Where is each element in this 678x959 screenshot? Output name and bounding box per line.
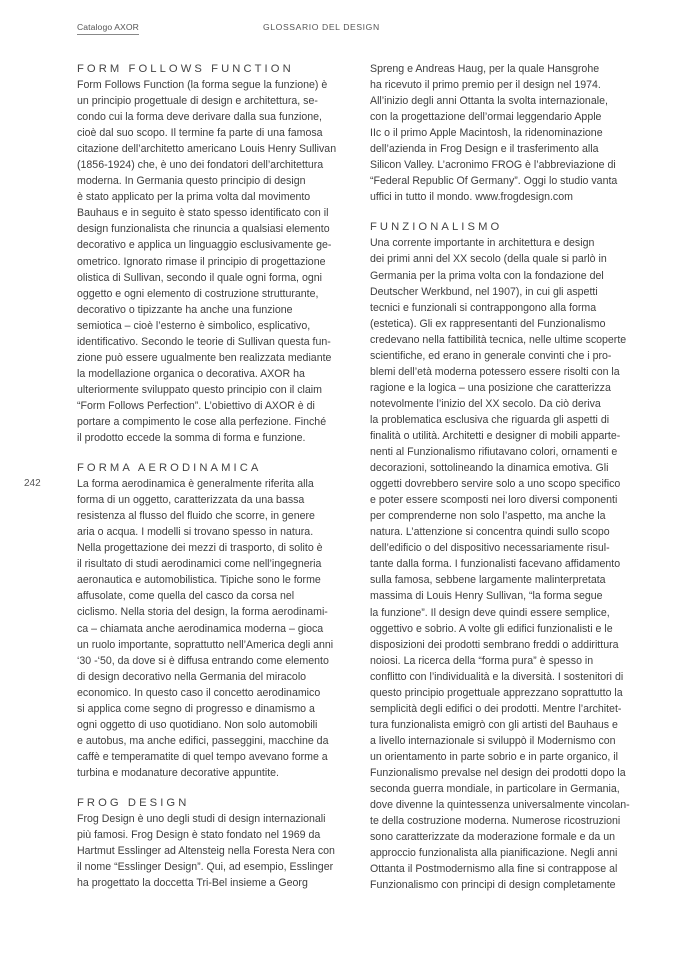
glossary-entry	[77, 795, 367, 891]
text-line: ‘30 -‘50, da dove si è diffusa entrando come elemento	[77, 654, 329, 667]
running-header	[77, 22, 638, 38]
text-line: credevano nella fattibilità tecnica, nelle ultime scoperte	[370, 333, 627, 346]
text-line: a livello internazionale si sviluppò il Modernismo con	[370, 734, 616, 747]
glossary-entry	[370, 61, 662, 205]
text-line: decorativo o tipizzante ha anche una funzione	[77, 303, 293, 316]
text-line: il risultato di studi aerodinamici come nell’ingegneria	[77, 558, 322, 571]
text-line: è stato applicato per la prima volta dal movimento	[77, 191, 311, 204]
text-line: un ruolo importante, soprattutto nell’America degli anni	[77, 638, 334, 651]
text-line: Una corrente importante in architettura e design	[370, 237, 595, 250]
text-line: resistenza al flusso del fluido che scorre, in genere	[77, 510, 315, 523]
glossary-entry	[77, 61, 367, 446]
entry-title: FUNZIONALISMO	[370, 221, 503, 234]
text-line: massima di Louis Henry Sullivan, “la forma segue	[370, 590, 603, 603]
text-line: ometrico. Ignorato rimase il principio di progettazione	[77, 255, 326, 268]
text-line: IIc o il primo Apple Macintosh, la ridenominazione	[370, 127, 603, 140]
text-line: disposizioni dei prodotti sembrano freddi o addirittura	[370, 638, 619, 651]
text-line: oggettivo e sobrio. A volte gli edifici funzionalisti e le	[370, 622, 613, 635]
text-line: semplicità degli edifici o dei prodotti. Mentre l’architet-	[370, 702, 622, 715]
text-line: Funzionalismo prevalse nel design dei prodotti dopo la	[370, 766, 626, 779]
text-line: Frog Design è uno degli studi di design internazionali	[77, 812, 326, 825]
text-line: tante dalla forma. I funzionalisti facevano affidamento	[370, 558, 621, 571]
right-column	[370, 61, 662, 907]
entry-body	[370, 61, 662, 205]
section-label: GLOSSARIO DEL DESIGN	[263, 22, 380, 32]
entry-body	[370, 235, 662, 893]
text-line: uffici in tutto il mondo. www.frogdesign.com	[370, 191, 573, 204]
text-line: condo cui la forma deve derivare dalla sua funzione,	[77, 111, 322, 124]
text-line: Funzionalismo con principi di design completamente	[370, 879, 616, 892]
text-line: blemi dell’età moderna potessero essere risolti con la	[370, 365, 620, 378]
entry-title: FORM FOLLOWS FUNCTION	[77, 63, 294, 75]
text-line: dei primi anni del XX secolo (della quale si parlò in	[370, 253, 607, 266]
text-line: sono caratterizzate da moderazione formale e da un	[370, 831, 615, 844]
text-line: economico. In questo caso il concetto aerodinamico	[77, 686, 321, 699]
text-line: la problematica esclusiva che riguarda gli aspetti di	[370, 413, 610, 426]
text-line: tura funzionalista emigrò con gli artisti del Bauhaus e	[370, 718, 618, 731]
text-line: oggetto e ogni elemento di costruzione strutturante,	[77, 287, 319, 300]
text-line: ogni oggetto di uso quotidiano. Non solo automobili	[77, 718, 318, 731]
text-line: ulteriormente sviluppato questo principio con il claim	[77, 383, 322, 396]
text-line: ragione e la logica – una posizione che caratterizza	[370, 381, 611, 394]
text-line: un orientamento in parte sobrio e in parte organico, il	[370, 750, 618, 763]
text-line: dell’azienda in Frog Design e il trasferimento alla	[370, 143, 599, 156]
text-line: seconda guerra mondiale, in particolare in Germania,	[370, 783, 620, 796]
text-line: questo principio progettuale apprezzano soprattutto la	[370, 686, 623, 699]
text-line: tecnici e funzionali si contrappongono alla forma	[370, 301, 597, 314]
text-line: portare a compimento le cose alla perfezione. Finché	[77, 415, 327, 428]
text-line: moderna. In Germania questo principio di design	[77, 175, 306, 188]
text-line: Form Follows Function (la forma segue la funzione) è	[77, 79, 328, 91]
text-line: te della costruzione moderna. Numerose ricostruzioni	[370, 815, 621, 828]
text-line: Hartmut Esslinger ad Altensteig nella Foresta Nera con	[77, 845, 335, 858]
text-line: e autobus, ma anche edifici, passeggini, macchine da	[77, 734, 329, 747]
text-line: dell’edificio o del dispositivo necessariamente risul-	[370, 542, 610, 555]
text-line: dove divenne la quintessenza universalmente vincolan-	[370, 799, 630, 812]
text-line: più famosi. Frog Design è stato fondato nel 1969 da	[77, 829, 321, 842]
text-line: citazione dell’architetto americano Louis Henry Sullivan	[77, 143, 337, 156]
text-line: decorativo e applica un linguaggio esclusivamente ge-	[77, 239, 332, 252]
text-line: con la progettazione dell’ormai leggendario Apple	[370, 111, 602, 124]
text-line: la funzione”. Il design deve quindi essere semplice,	[370, 606, 610, 619]
text-line: notevolmente l’inizio del XX secolo. Da ciò deriva	[370, 397, 601, 410]
text-line: per comprenderne non solo l’aspetto, ma anche la	[370, 510, 606, 523]
text-line: ca – chiamata anche aerodinamica moderna – gioca	[77, 622, 324, 635]
text-line: “Federal Republic Of Germany”. Oggi lo studio vanta	[370, 175, 618, 188]
text-line: olistica di Sullivan, secondo il quale ogni forma, ogni	[77, 271, 322, 284]
glossary-entry	[77, 460, 367, 781]
entry-body	[77, 77, 367, 446]
text-line: ha ricevuto il primo premio per il design nel 1974.	[370, 79, 601, 92]
entry-title: FORMA AERODINAMICA	[77, 462, 262, 475]
text-line: forma di un oggetto, caratterizzata da una bassa	[77, 494, 305, 507]
text-line: semiotica – cioè l’esterno è simbolico, esplicativo,	[77, 319, 311, 332]
entry-body	[77, 476, 367, 781]
text-line: Silicon Valley. L’acronimo FROG è l’abbreviazione di	[370, 159, 616, 172]
text-line: sulla famosa, sebbene largamente malinterpretata	[370, 574, 606, 587]
text-line: si applica come segno di progresso e dinamismo a	[77, 702, 315, 715]
text-line: aeronautica e automobilistica. Tipiche sono le forme	[77, 574, 321, 587]
text-line: caffè e temperamatite di quel tempo avevano forme a	[77, 750, 328, 763]
text-line: turbina e modanature decorative appuntite.	[77, 766, 280, 779]
text-line: natura. L’attenzione si concentra quindi sullo scopo	[370, 526, 610, 539]
text-line: scientifiche, ed erano in generale convinti che i pro-	[370, 349, 612, 362]
text-line: ha progettato la doccetta Tri-Bel insieme a Georg	[77, 877, 308, 890]
text-line: (estetica). Gli ex rappresentanti del Funzionalismo	[370, 317, 606, 330]
entry-body	[77, 811, 367, 891]
text-line: design funzionalista che rinuncia a qualsiasi elemento	[77, 223, 330, 236]
text-line: un principio progettuale di design e architettura, se-	[77, 95, 318, 108]
text-line: affusolate, come quella del casco da corsa nel	[77, 590, 295, 603]
text-line: Spreng e Andreas Haug, per la quale Hansgrohe	[370, 63, 600, 75]
text-line: la modellazione organica o decorativa. AXOR ha	[77, 367, 305, 380]
text-line: Ottanta il Postmodernismo alla fine si contrappose al	[370, 863, 618, 876]
text-line: aria o acqua. I modelli si trovano spesso in natura.	[77, 526, 314, 539]
text-line: La forma aerodinamica è generalmente riferita alla	[77, 478, 314, 491]
text-line: zione può essere ugualmente ben realizzata mediante	[77, 351, 332, 364]
text-line: All’inizio degli anni Ottanta la svolta internazionale,	[370, 95, 608, 108]
text-line: approccio funzionalista alla pianificazione. Negli anni	[370, 847, 618, 860]
text-line: Bauhaus e in seguito è stato spesso identificato con il	[77, 207, 329, 220]
text-line: finalità o utilità. Architetti e designer di mobili apparte-	[370, 429, 621, 442]
text-line: oggetti dovrebbero servire solo a uno scopo specifico	[370, 478, 621, 491]
catalog-label: Catalogo AXOR	[77, 22, 139, 35]
left-column	[77, 61, 367, 905]
text-line: Deutscher Werkbund, nel 1907), in cui gli aspetti	[370, 285, 598, 298]
text-line: noiosi. La ricerca della “forma pura” è spesso in	[370, 654, 594, 667]
text-line: Germania per la prima volta con la fondazione del	[370, 269, 604, 282]
text-line: decorazioni, sottolineando la dinamica emotiva. Gli	[370, 462, 609, 475]
text-line: e poter essere scomposti nei loro diversi componenti	[370, 494, 618, 507]
text-line: il prodotto eccede la somma di forma e funzione.	[77, 432, 306, 445]
text-line: conflitto con l’individualità e la diversità. I sostenitori di	[370, 670, 624, 683]
text-line: cioè dal suo scopo. Il termine fa parte di una famosa	[77, 127, 323, 140]
text-line: “Form Follows Perfection”. L’obiettivo di AXOR è di	[77, 399, 315, 412]
text-line: Nella progettazione dei mezzi di trasporto, di solito è	[77, 542, 323, 555]
entry-title: FROG DESIGN	[77, 796, 190, 809]
text-line: ciclismo. Nella storia del design, la forma aerodinami-	[77, 606, 328, 619]
text-line: identificativo. Secondo le teorie di Sullivan questa fun-	[77, 335, 331, 348]
page-number: 242	[24, 478, 41, 489]
text-line: il nome “Esslinger Design”. Qui, ad esempio, Esslinger	[77, 861, 334, 874]
text-line: di design decorativo nella Germania del miracolo	[77, 670, 307, 683]
text-line: nenti al Funzionalismo rifiutavano colori, ornamenti e	[370, 446, 618, 459]
glossary-entry	[370, 219, 662, 893]
text-line: (1856-1924) che, è uno dei fondatori dell’architettura	[77, 159, 324, 172]
